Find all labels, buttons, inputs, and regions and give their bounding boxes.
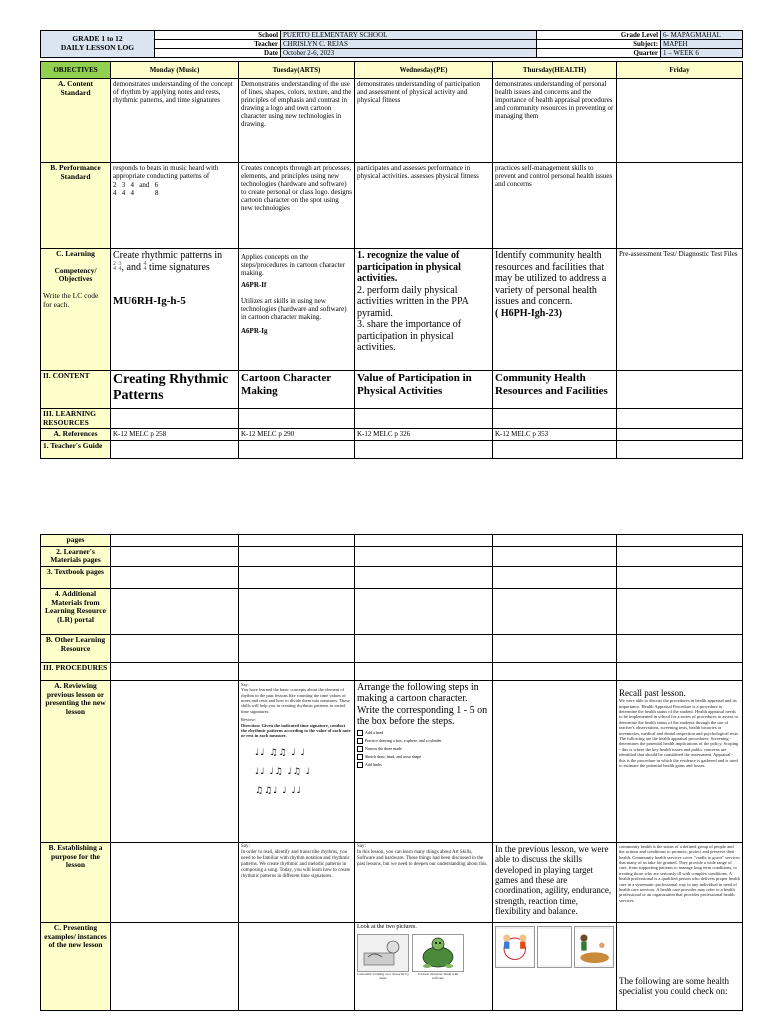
empty-cell <box>239 409 355 429</box>
row-label-competency: C. Learning Competency/ Objectives Write the LC code for each. <box>41 249 111 371</box>
quarter-value: 1 – WEEK 6 <box>661 49 743 58</box>
competency-wednesday: 1. recognize the value of participation in physical activities. 2. perform daily physical activities written in the PPA pyramid. 3. share the importance of participation in physical activities. <box>355 249 493 371</box>
subject-label: Subject: <box>537 40 661 49</box>
step-checkbox: Sketch draw, head, and torso shape <box>357 754 490 760</box>
row-label-reviewing: A. Reviewing previous lesson or presenting the new lesson <box>41 680 111 842</box>
empty-cell <box>355 535 493 547</box>
empty-cell <box>239 546 355 566</box>
empty-cell <box>111 535 239 547</box>
references-monday: K-12 MELC p 258 <box>111 429 239 441</box>
empty-cell <box>355 409 493 429</box>
content-standard-thursday: demonstrates understanding of personal health issues and concerns and the importance of health appraisal procedures and community resources in preventing or managing them <box>493 79 617 163</box>
time-signature-tops: 2 3 4 and 6 <box>113 181 159 190</box>
empty-cell <box>239 588 355 634</box>
grade-level-label: Grade Level <box>537 31 661 40</box>
competency-code-monday: MU6RH-Ig-h-5 <box>113 295 186 308</box>
teacher-label: Teacher <box>155 40 281 49</box>
date-value: October 2-6, 2023 <box>281 49 537 58</box>
content-standard-tuesday: Demonstrates understanding of the use of lines, shapes, colors, texture, and the principles of emphasis and contrast in drawing a logo and own cartoon character using new technologies in drawing. <box>239 79 355 163</box>
row-label-purpose: B. Establishing a purpose for the lesson <box>41 842 111 922</box>
empty-cell <box>617 429 743 441</box>
empty-cell <box>111 680 239 842</box>
row-label-other-resource: B. Other Learning Resource <box>41 634 111 662</box>
column-tuesday: Tuesday(ARTS) <box>239 62 355 79</box>
performance-standard-monday: responds to beats in music heard with appropriate conducting patterns of 2 3 4 and 6 4 4 4 8 <box>111 163 239 249</box>
row-label-textbook: 3. Textbook pages <box>41 566 111 588</box>
reviewing-tuesday: Arrange the following steps in making a cartoon character. Write the corresponding 1 - 5 on the box before the steps. Add a head Practice drawing a box, a sphere, and a cylinder Narrow the three made Sketch draw, head, and torso shape Add limbs <box>355 680 493 842</box>
turtle-cartoon-image <box>412 934 464 972</box>
references-tuesday: K-12 MELC p 290 <box>239 429 355 441</box>
empty-cell <box>111 409 239 429</box>
empty-cell <box>617 409 743 429</box>
references-thursday: K-12 MELC p 353 <box>493 429 617 441</box>
empty-cell <box>617 566 743 588</box>
empty-cell <box>239 441 355 459</box>
column-friday: Friday <box>617 62 743 79</box>
purpose-wednesday: In the previous lesson, we were able to discuss the skills developed in playing target games and these are coordination, agility, endurance, strength, reaction time, flexibility and balance. <box>493 842 617 922</box>
performance-standard-thursday: practices self-management skills to prevent and control personal health issues and concerns <box>493 163 617 249</box>
content-standard-wednesday: demonstrates understanding of participation and assessment of physical activity and physical fitness <box>355 79 493 163</box>
empty-cell <box>493 680 617 842</box>
row-label-performance-standard: B. Performance Standard <box>41 163 111 249</box>
empty-cell <box>617 588 743 634</box>
reviewing-thursday: Recall past lesson. We were able to discuss the procedures in health appraisal and its importance. Health Appraisal Procedure is a procedure to determine the health status of the student. Health appraisal needs to be implemented in school for a series of procedures to assess or determine the health status of the students through the use of teacher's observations, screening tests, health histories or inventories, medical and dental inspection and psychological tests. The following are the health appraisal procedures: Screening - determines the potential health implications of the policy. Scoping - this is where the key health issues and public concerns are identified that should be considered the assessment. Appraisal - this is the procedure in which the evidence is gathered and is used to estimate the potential health gains and losses. <box>617 680 743 842</box>
empty-cell <box>111 634 239 662</box>
empty-cell <box>355 441 493 459</box>
empty-cell <box>493 535 617 547</box>
empty-cell <box>493 441 617 459</box>
rhythm-exercise-2: ♩♩ ♩♫ ♩♫ ♩ <box>255 767 311 778</box>
empty-cell <box>617 546 743 566</box>
lesson-table-page2 <box>40 534 743 1011</box>
row-label-teachers-guide: 1. Teacher's Guide <box>41 441 111 459</box>
time-signature-line: 2 4 3 4, and 4 4 time signatures <box>113 260 210 273</box>
column-thursday: Thursday(HEALTH) <box>493 62 617 79</box>
empty-cell <box>355 634 493 662</box>
step-checkbox: Add limbs <box>357 762 490 768</box>
rhythm-exercise-3: ♫♫♩ ♩ ♩♩ <box>255 786 302 797</box>
empty-cell <box>239 634 355 662</box>
empty-cell <box>617 535 743 547</box>
content-tuesday: Cartoon Character Making <box>239 371 355 409</box>
competency-thursday: Identify community health resources and facilities that may be utilized to address a variety of personal health issues and concern. ( H6PH-Igh-23) <box>493 249 617 371</box>
empty-cell <box>111 566 239 588</box>
competency-monday: Create rhythmic patterns in 2 4 3 4, and 4 4 time signatures MU6RH-Ig-h-5 <box>111 249 239 371</box>
header-table <box>40 30 743 58</box>
lesson-table-page1 <box>40 61 743 459</box>
purpose-thursday: community health is the status of a defined group of people and the actions and conditions to promote, protect and preserve their health. Community health services cover "cradle to grave" services that many of us take for granted. They provide a wide range of care, from supporting patients to manage long term conditions, to treating those who are seriously ill with complex conditions. A health professional is a qualified person who delivers proper health care in a systematic professional way to any individual in need of health care services. A health care provider may refer to a health professional or an organization that provides professional health services. <box>617 842 743 922</box>
empty-cell <box>111 588 239 634</box>
dll-title: GRADE 1 to 12 DAILY LESSON LOG <box>41 31 155 58</box>
reviewing-monday: Say: You have learned the basic concepts about the element of rhythm in the past lessons like counting the time values of notes and rests and how to divide them into measures. These skills will help you in creating rhythmic patterns in varied time signatures. Review: Direction: Given the indicated time signature, conduct the rhythmic patterns according to the value of each note or rest in each measure. ♩♩ ♫♫ ♩ ♩ ♩♩ ♩♫ ♩♫ ♩ ♫♫♩ ♩ ♩♩ <box>239 680 355 842</box>
page-one <box>40 30 742 459</box>
content-thursday: Community Health Resources and Facilities <box>493 371 617 409</box>
teacher-value: CHRISLYN C. REJAS <box>281 40 537 49</box>
presenting-tuesday: Look at the two pictures. Cartoonist working on a character by hand Cartoon character made with software <box>355 922 493 1010</box>
row-label-procedures: III. PROCEDURES <box>41 662 111 680</box>
empty-cell <box>111 662 239 680</box>
empty-cell <box>617 634 743 662</box>
row-label-learning-resources: III. LEARNING RESOURCES <box>41 409 111 429</box>
rhythm-exercise-1: ♩♩ ♫♫ ♩ ♩ <box>255 747 306 758</box>
empty-cell <box>111 441 239 459</box>
time-signature-bottoms: 4 4 4 8 <box>113 189 159 198</box>
empty-cell <box>493 546 617 566</box>
grade-level-value: 6- MAPAGMAHAL <box>661 31 743 40</box>
row-label-references: A. References <box>41 429 111 441</box>
performance-standard-wednesday: participates and assesses performance in physical activities. assesses physical fitness <box>355 163 493 249</box>
content-friday <box>617 371 743 409</box>
step-checkbox: Practice drawing a box, a sphere, and a cylinder <box>357 738 490 744</box>
content-monday: Creating Rhythmic Patterns <box>111 371 239 409</box>
empty-cell <box>493 634 617 662</box>
date-label: Date <box>155 49 281 58</box>
step-checkbox: Narrow the three made <box>357 746 490 752</box>
column-wednesday: Wednesday(PE) <box>355 62 493 79</box>
purpose-monday: Say: In order to read, identify and transcribe rhythms, you need to be familiar with rhythm notation and rhythmic patterns. We create rhythmic and melodic patterns in composing a song. Today, you will learn how to create rhythmic patterns in different time signatures. <box>239 842 355 922</box>
presenting-wednesday <box>493 922 617 1010</box>
page-two <box>40 534 742 1011</box>
empty-cell <box>239 662 355 680</box>
empty-cell <box>617 662 743 680</box>
content-wednesday: Value of Participation in Physical Activities <box>355 371 493 409</box>
school-value: PUERTO ELEMENTARY SCHOOL <box>281 31 537 40</box>
empty-cell <box>111 922 239 1010</box>
purpose-tuesday: Say: In this lesson, you can learn many things about Art Skills, Software and hardware. These things had been discussed in the past lessons, but we need to deepen our understanding about this. <box>355 842 493 922</box>
references-wednesday: K-12 MELC p 326 <box>355 429 493 441</box>
empty-cell <box>111 546 239 566</box>
subject-value: MAPEH <box>661 40 743 49</box>
empty-cell <box>239 922 355 1010</box>
school-label: School <box>155 31 281 40</box>
presenting-thursday: The following are some health specialist you could check on: <box>617 922 743 1010</box>
blank-image-frame <box>537 926 573 968</box>
competency-tuesday: Applies concepts on the steps/procedures in cartoon character making. A6PR-If Utilizes art skills in using new technologies (hardware and software) in cartoon character making. A6PR-Ig <box>239 249 355 371</box>
empty-cell <box>355 546 493 566</box>
empty-cell <box>617 441 743 459</box>
content-standard-friday <box>617 79 743 163</box>
row-label-teachers-guide-cont: pages <box>41 535 111 547</box>
empty-cell <box>355 662 493 680</box>
empty-cell <box>111 842 239 922</box>
row-label-content: II. CONTENT <box>41 371 111 409</box>
empty-cell <box>493 588 617 634</box>
empty-cell <box>355 566 493 588</box>
competency-friday: Pre-assessment Test/ Diagnostic Test Files <box>617 249 743 371</box>
empty-cell <box>239 535 355 547</box>
empty-cell <box>493 409 617 429</box>
column-objectives: OBJECTIVES <box>41 62 111 79</box>
empty-cell <box>355 588 493 634</box>
content-standard-monday: demonstrates understanding of the concept of rhythm by applying notes and rests, rhythmic patterns, and time signatures <box>111 79 239 163</box>
empty-cell <box>493 662 617 680</box>
quarter-label: Quarter <box>537 49 661 58</box>
row-label-learners-materials: 2. Learner's Materials pages <box>41 546 111 566</box>
cartoonist-drawing-image <box>357 934 409 972</box>
row-label-additional-materials: 4. Additional Materials from Learning Resource (LR) portal <box>41 588 111 634</box>
performance-standard-friday <box>617 163 743 249</box>
child-exercise-image <box>574 926 614 968</box>
step-checkbox: Add a head <box>357 730 490 736</box>
row-label-content-standard: A. Content Standard <box>41 79 111 163</box>
column-monday: Monday (Music) <box>111 62 239 79</box>
row-label-presenting: C. Presenting examples/ instances of the new lesson <box>41 922 111 1010</box>
empty-cell <box>493 566 617 588</box>
empty-cell <box>239 566 355 588</box>
children-playing-image <box>495 926 535 968</box>
performance-standard-tuesday: Creates concepts through art processes, elements, and principles using new technologies (hardware and software) to create personal or class logo. designs cartoon character on the spot using new technologies <box>239 163 355 249</box>
